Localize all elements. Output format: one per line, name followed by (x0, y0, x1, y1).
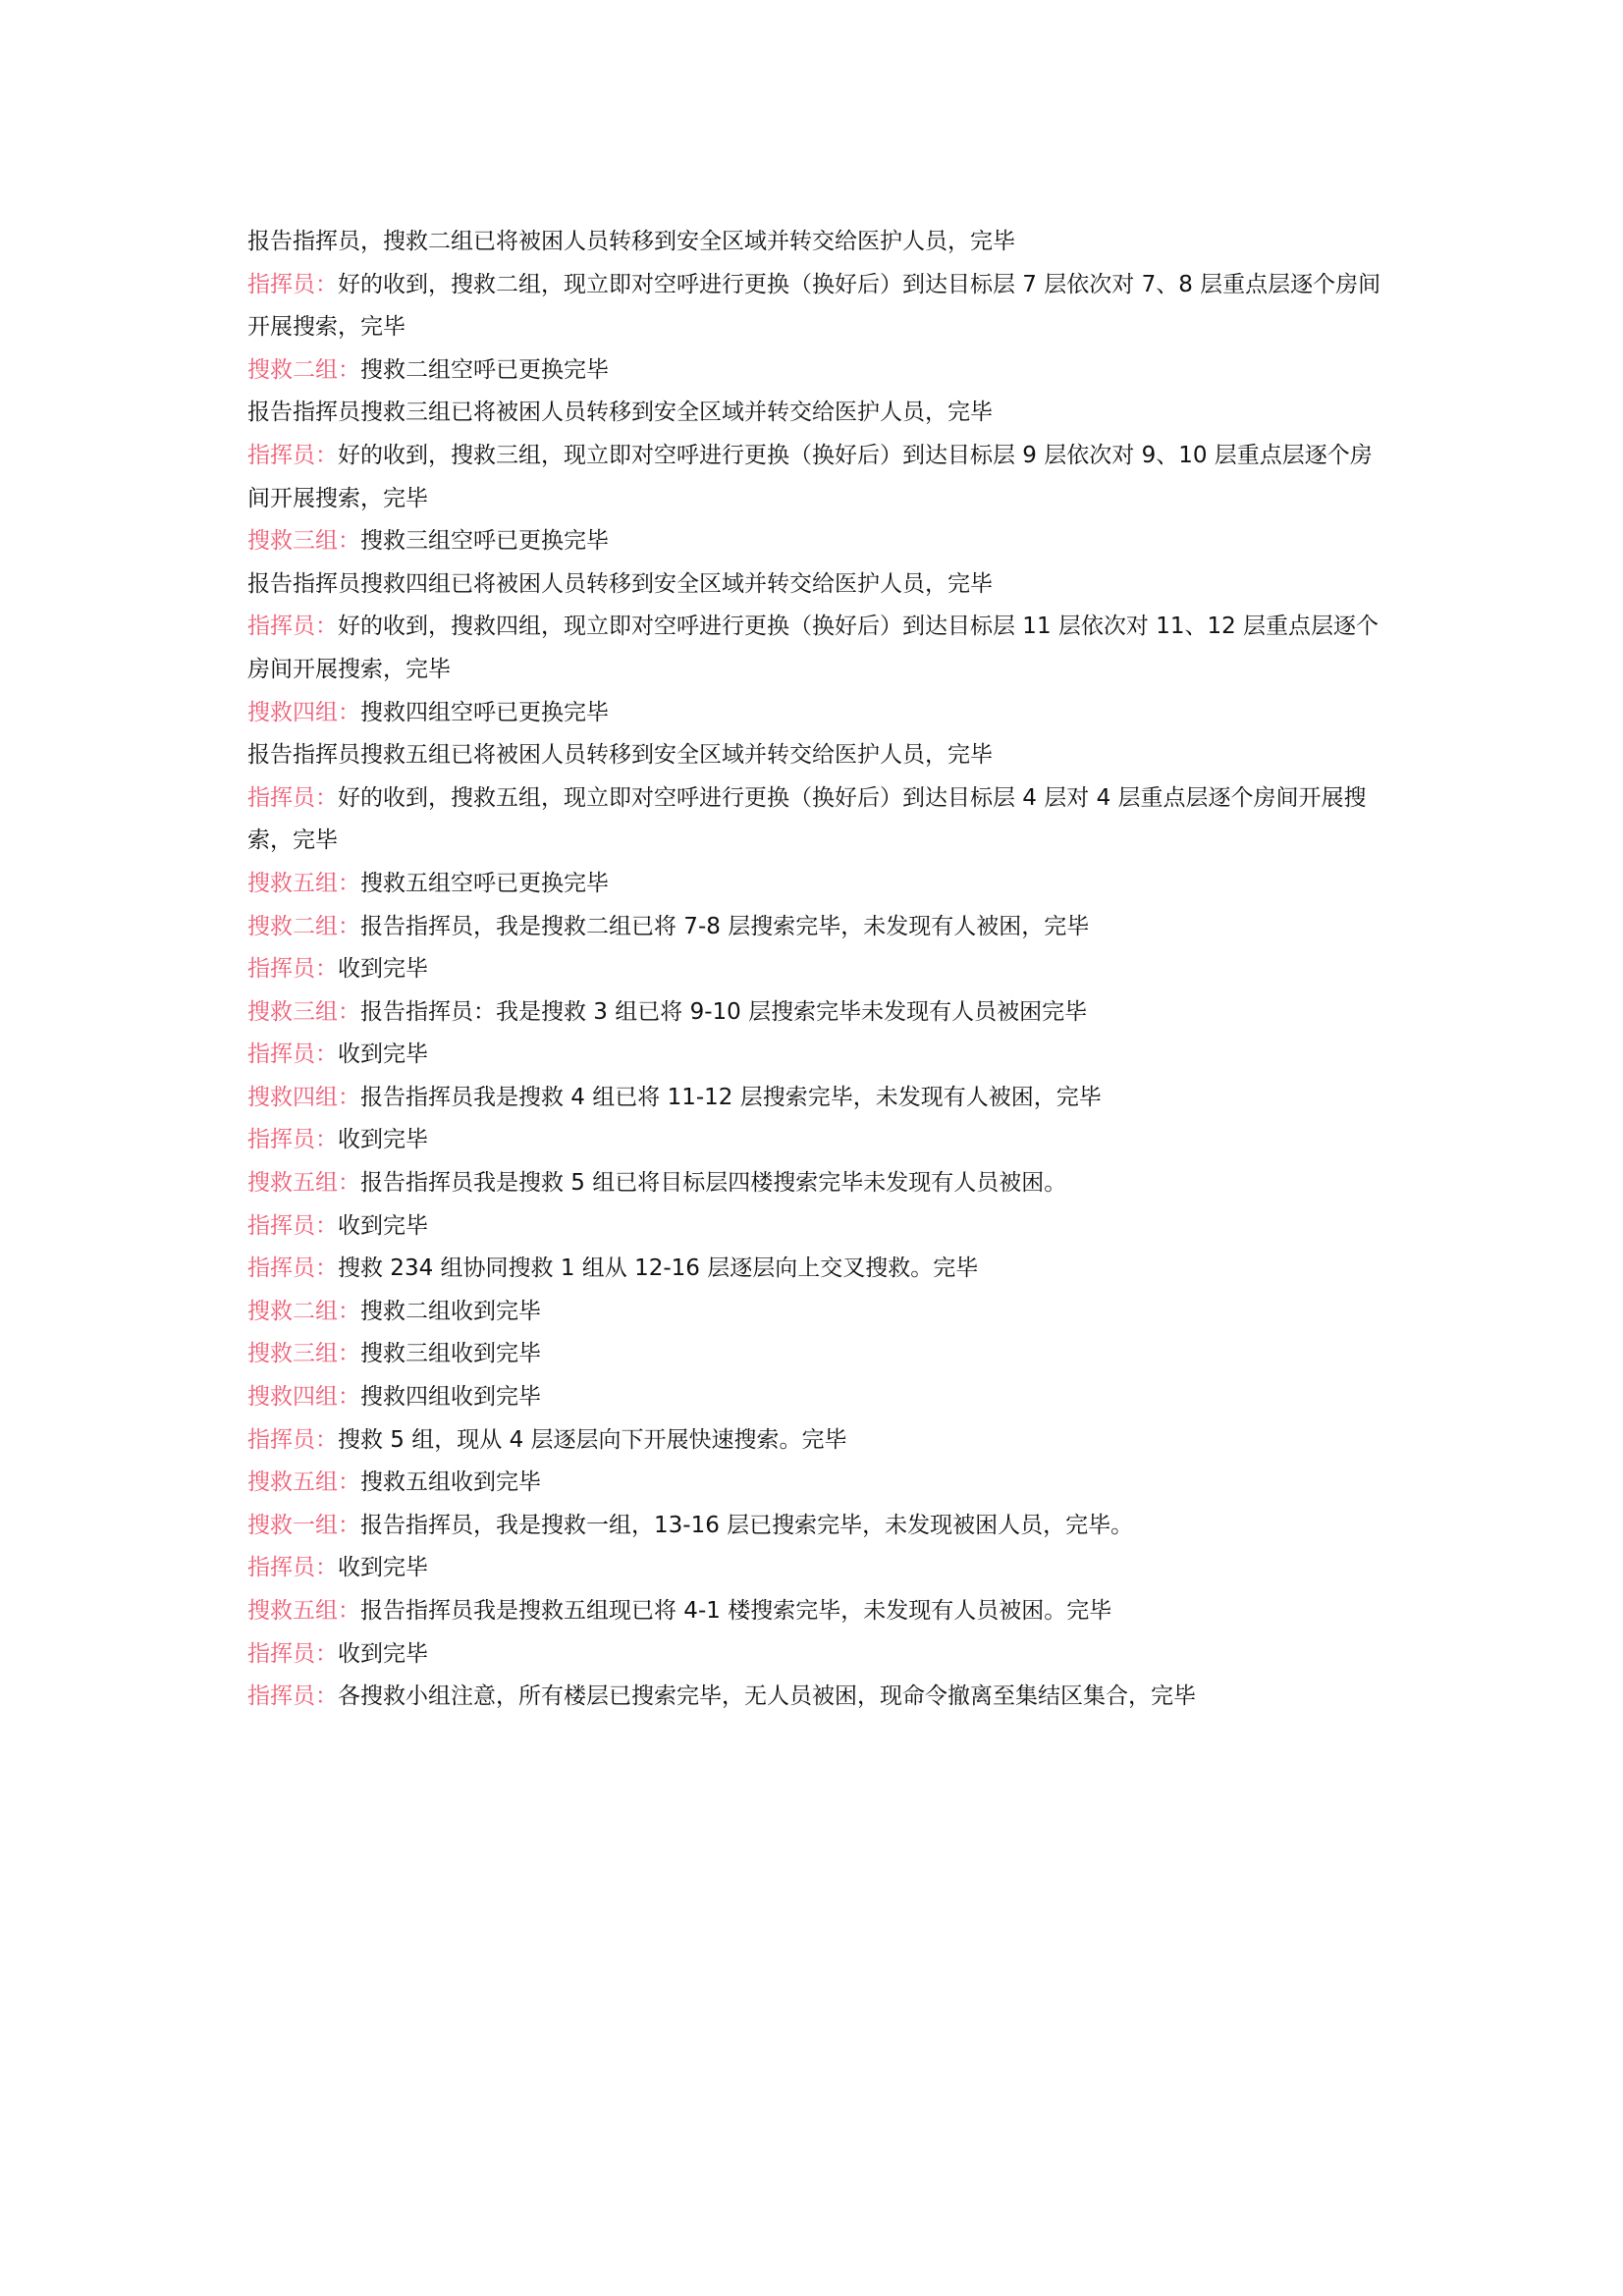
dialogue-line (247, 435, 1388, 520)
speaker-label: 搜救四组： (247, 1384, 360, 1411)
line-text: 好的收到，搜救三组，现立即对空呼进行更换（换好后）到达目标层 9 层依次对 9、10 层重点层逐个房间开展搜索，完毕 (247, 442, 1373, 511)
line-text: 搜救二组收到完毕 (360, 1298, 541, 1324)
dialogue-line (247, 1205, 1388, 1249)
speaker-label: 指挥员： (247, 1127, 338, 1153)
dialogue-line (247, 948, 1388, 991)
line-text: 收到完毕 (338, 1041, 428, 1068)
dialogue-line (247, 392, 1388, 435)
line-text: 收到完毕 (338, 1127, 428, 1153)
line-text: 报告指挥员搜救三组已将被困人员转移到安全区域并转交给医护人员，完毕 (247, 400, 993, 426)
line-text: 各搜救小组注意，所有楼层已搜索完毕，无人员被困，现命令撤离至集结区集合，完毕 (338, 1683, 1196, 1710)
speaker-label: 指挥员： (247, 1640, 338, 1667)
dialogue-line (247, 863, 1388, 906)
dialogue-line (247, 1462, 1388, 1505)
dialogue-line (247, 991, 1388, 1035)
dialogue-line (247, 264, 1388, 349)
speaker-label: 指挥员： (247, 1212, 338, 1239)
speaker-label: 搜救五组： (247, 1170, 360, 1197)
dialogue-line (247, 1590, 1388, 1633)
dialogue-line (247, 777, 1388, 863)
speaker-label: 指挥员： (247, 271, 338, 297)
line-text: 搜救四组空呼已更换完毕 (360, 699, 609, 725)
speaker-label: 搜救三组： (247, 998, 360, 1025)
dialogue-line (247, 1291, 1388, 1334)
line-text: 收到完毕 (338, 1555, 428, 1581)
speaker-label: 搜救五组： (247, 870, 360, 896)
dialogue-line (247, 1248, 1388, 1291)
line-text: 报告指挥员，我是搜救一组，13-16 层已搜索完毕，未发现被困人员，完毕。 (360, 1512, 1134, 1538)
speaker-label: 搜救五组： (247, 1469, 360, 1496)
speaker-label: 搜救四组： (247, 1084, 360, 1110)
speaker-label: 指挥员： (247, 614, 338, 640)
dialogue-line (247, 1077, 1388, 1120)
dialogue-line (247, 1419, 1388, 1463)
speaker-label: 指挥员： (247, 1426, 338, 1453)
line-text: 报告指挥员：我是搜救 3 组已将 9-10 层搜索完毕未发现有人员被困完毕 (360, 998, 1088, 1025)
dialogue-line (247, 1633, 1388, 1677)
dialogue-line (247, 906, 1388, 949)
speaker-label: 搜救四组： (247, 699, 360, 725)
dialogue-line (247, 1547, 1388, 1590)
speaker-label: 指挥员： (247, 1555, 338, 1581)
line-text: 好的收到，搜救五组，现立即对空呼进行更换（换好后）到达目标层 4 层对 4 层重点层逐个房间开展搜索，完毕 (247, 784, 1367, 854)
dialogue-line (247, 1119, 1388, 1162)
line-text: 收到完毕 (338, 1212, 428, 1239)
line-text: 好的收到，搜救二组，现立即对空呼进行更换（换好后）到达目标层 7 层依次对 7、8 层重点层逐个房间开展搜索，完毕 (247, 271, 1381, 341)
speaker-label: 指挥员： (247, 784, 338, 811)
line-text: 报告指挥员，搜救二组已将被困人员转移到安全区域并转交给医护人员，完毕 (247, 229, 1015, 254)
speaker-label: 搜救三组： (247, 1341, 360, 1367)
line-text: 搜救 234 组协同搜救 1 组从 12-16 层逐层向上交叉搜救。完毕 (338, 1255, 979, 1282)
line-text: 搜救三组空呼已更换完毕 (360, 528, 609, 555)
line-text: 搜救五组空呼已更换完毕 (360, 870, 609, 896)
dialogue-line (247, 734, 1388, 777)
speaker-label: 指挥员： (247, 956, 338, 983)
dialogue-line (247, 1162, 1388, 1205)
line-text: 好的收到，搜救四组，现立即对空呼进行更换（换好后）到达目标层 11 层依次对 11、12 层重点层逐个房间开展搜索，完毕 (247, 614, 1380, 682)
dialogue-line (247, 221, 1388, 264)
dialogue-line (247, 692, 1388, 735)
line-text: 报告指挥员我是搜救 4 组已将 11-12 层搜索完毕，未发现有人被困，完毕 (360, 1084, 1102, 1110)
line-text: 搜救四组收到完毕 (360, 1384, 541, 1411)
speaker-label: 搜救五组： (247, 1598, 360, 1624)
dialogue-line (247, 1505, 1388, 1548)
line-text: 报告指挥员我是搜救 5 组已将目标层四楼搜索完毕未发现有人员被困。 (360, 1170, 1067, 1197)
speaker-label: 搜救三组： (247, 528, 360, 555)
line-text: 搜救五组收到完毕 (360, 1469, 541, 1496)
dialogue-line (247, 563, 1388, 607)
line-text: 报告指挥员我是搜救五组现已将 4-1 楼搜索完毕，未发现有人员被困。完毕 (360, 1598, 1112, 1624)
speaker-label: 指挥员： (247, 1041, 338, 1068)
line-text: 收到完毕 (338, 956, 428, 983)
dialogue-line (247, 606, 1388, 691)
dialogue-line (247, 1376, 1388, 1419)
line-text: 收到完毕 (338, 1640, 428, 1667)
dialogue-line (247, 1333, 1388, 1376)
speaker-label: 搜救二组： (247, 913, 360, 939)
line-text: 搜救 5 组，现从 4 层逐层向下开展快速搜索。完毕 (338, 1426, 847, 1453)
speaker-label: 搜救二组： (247, 1298, 360, 1324)
dialogue-line (247, 349, 1388, 393)
speaker-label: 搜救二组： (247, 356, 360, 383)
document-body (247, 221, 1388, 1719)
line-text: 搜救三组收到完毕 (360, 1341, 541, 1367)
line-text: 搜救二组空呼已更换完毕 (360, 356, 609, 383)
line-text: 报告指挥员，我是搜救二组已将 7-8 层搜索完毕，未发现有人被困，完毕 (360, 913, 1090, 939)
dialogue-line (247, 1034, 1388, 1077)
line-text: 报告指挥员搜救五组已将被困人员转移到安全区域并转交给医护人员，完毕 (247, 742, 993, 769)
dialogue-line (247, 520, 1388, 563)
speaker-label: 指挥员： (247, 442, 338, 468)
speaker-label: 指挥员： (247, 1255, 338, 1282)
dialogue-line (247, 1676, 1388, 1719)
speaker-label: 搜救一组： (247, 1512, 360, 1538)
speaker-label: 指挥员： (247, 1683, 338, 1710)
line-text: 报告指挥员搜救四组已将被困人员转移到安全区域并转交给医护人员，完毕 (247, 570, 993, 597)
